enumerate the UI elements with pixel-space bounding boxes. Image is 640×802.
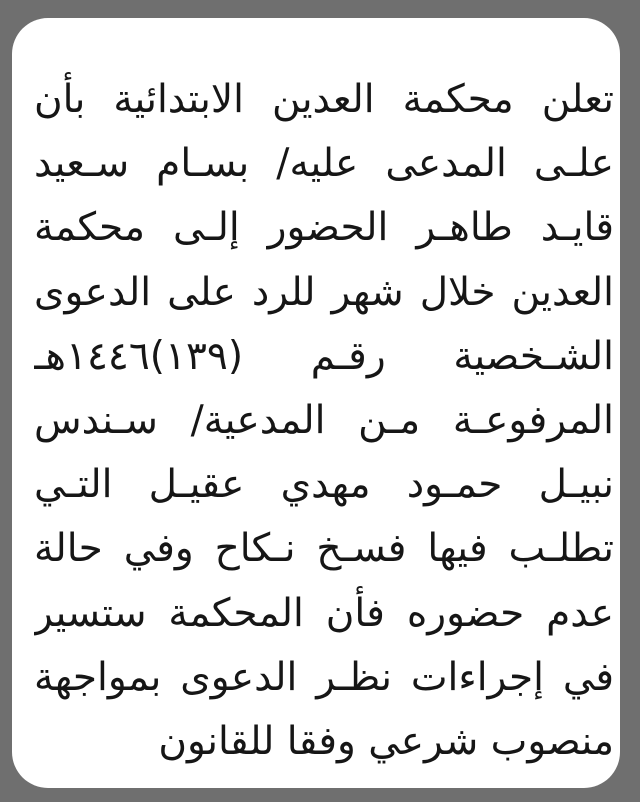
notice-line-8: تطلـب فيها فسـخ نـكاح وفي حالة (34, 526, 614, 572)
notice-card (12, 18, 620, 788)
notice-line-6: المرفوعـة مـن المدعية/ سـندس (34, 397, 614, 443)
notice-line-9: عدم حضوره فأن المحكمة ستسير (34, 590, 614, 636)
notice-line-4: العدين خلال شهر للرد على الدعوى (34, 269, 614, 315)
notice-line-10: في إجراءات نظـر الدعوى بمواجهة (34, 654, 614, 700)
notice-line-5: الشـخصية رقـم (١٣٩)١٤٤٦هـ (34, 333, 614, 379)
notice-body (34, 68, 614, 774)
notice-line-7: نبيـل حمـود مهدي عقيـل التـي (34, 462, 614, 508)
notice-line-1: تعلن محكمة العدين الابتدائية بأن (34, 77, 614, 122)
notice-line-2: علـى المدعى عليه/ بسـام سـعيد (34, 141, 614, 187)
notice-line-11: منصوب شرعي وفقا للقانون (158, 718, 614, 764)
notice-line-3: قايـد طاهـر الحضور إلـى محكمة (34, 205, 614, 251)
